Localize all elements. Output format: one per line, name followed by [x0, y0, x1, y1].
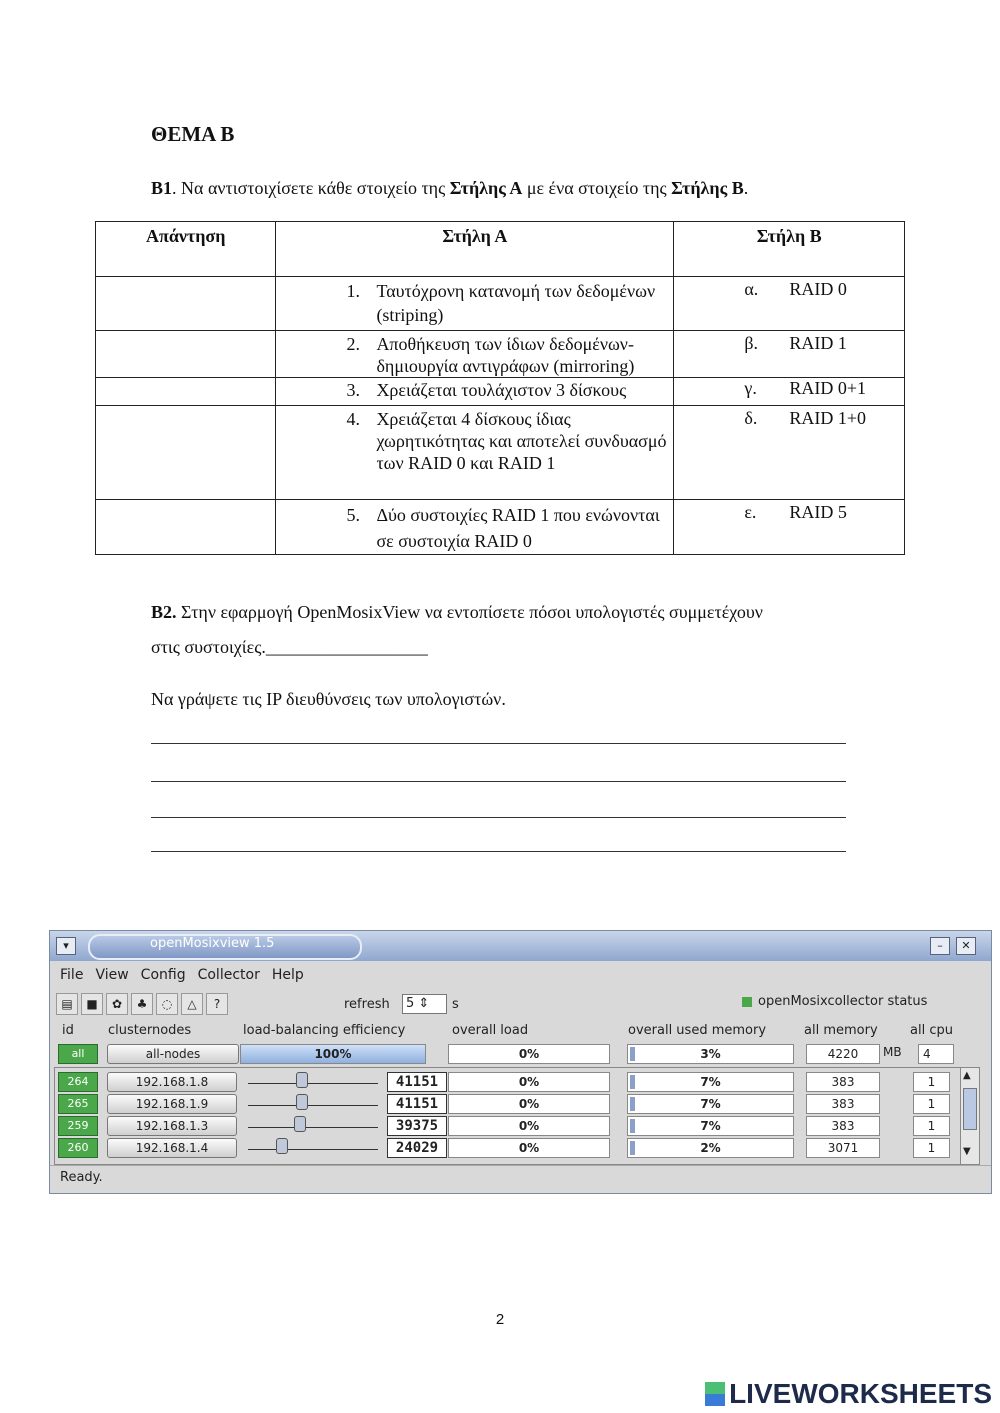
collector-status: openMosixcollector status — [758, 994, 928, 1009]
item-a-text: Δύο συστοιχίες RAID 1 που ενώνονται σε συστοιχία RAID 0 — [376, 505, 660, 551]
header-used-memory: overall used memory — [628, 1023, 767, 1038]
matching-table — [95, 221, 905, 555]
item-a-text: Αποθήκευση των ίδιων δεδομένων- δημιουργία αντιγράφων (mirroring) — [376, 334, 635, 376]
b1-text-3: . — [743, 178, 749, 198]
b2-label: Β2. — [151, 602, 177, 622]
header-all-cpu: all cpu — [910, 1023, 953, 1038]
section-title: ΘΕΜΑ Β — [151, 122, 235, 146]
table-row — [96, 331, 905, 378]
node-used-memory-value: 2% — [700, 1141, 721, 1155]
node-all-memory: 383 — [806, 1116, 880, 1136]
scroll-up-icon[interactable]: ▲ — [963, 1070, 971, 1081]
item-letter: δ. — [744, 408, 758, 428]
all-nodes-button[interactable]: all-nodes — [107, 1044, 239, 1064]
toolbar — [56, 993, 228, 1015]
page-number: 2 — [495, 1311, 505, 1328]
table-row — [96, 500, 905, 555]
b1-label: Β1 — [151, 178, 173, 198]
refresh-spinbox[interactable]: 5 ⇕ — [402, 994, 447, 1014]
item-letter: β. — [744, 333, 759, 353]
node-list-scrollbar[interactable] — [960, 1067, 980, 1165]
node-cpu: 1 — [913, 1094, 950, 1114]
liveworksheets-logo — [705, 1378, 992, 1410]
collector-status-led — [742, 997, 752, 1007]
speed-slider[interactable] — [248, 1138, 378, 1156]
menu-config[interactable]: Config — [140, 967, 186, 983]
window-title: openMosixview 1.5 — [150, 936, 275, 951]
slider-knob[interactable] — [294, 1116, 306, 1132]
speed-slider[interactable] — [248, 1072, 378, 1090]
node-all-memory: 3071 — [806, 1138, 880, 1158]
header-column-b: Στήλη Β — [674, 222, 905, 277]
item-number: 1. — [346, 281, 360, 301]
title-bar — [50, 931, 991, 961]
refresh-value: 5 — [406, 996, 415, 1011]
help-pointer-icon[interactable]: ? — [206, 993, 228, 1015]
minimize-icon[interactable]: – — [930, 937, 950, 955]
menu-file[interactable]: File — [60, 967, 84, 983]
node-id: 264 — [58, 1072, 98, 1092]
header-id: id — [62, 1023, 74, 1038]
b1-instruction — [151, 178, 748, 199]
b1-text-1: . Να αντιστοιχίσετε κάθε στοιχείο της — [172, 178, 450, 198]
node-ip-button[interactable]: 192.168.1.3 — [107, 1116, 237, 1136]
liveworksheets-badge-icon — [705, 1382, 725, 1406]
close-icon[interactable]: ✕ — [956, 937, 976, 955]
save-icon[interactable]: ■ — [81, 993, 103, 1015]
slider-knob[interactable] — [296, 1094, 308, 1110]
node-used-memory-value: 7% — [700, 1097, 721, 1111]
node-id: 260 — [58, 1138, 98, 1158]
menu-help[interactable]: Help — [271, 967, 304, 983]
node-used-memory-value: 7% — [700, 1075, 721, 1089]
answer-cell[interactable] — [96, 500, 276, 555]
answer-cell[interactable] — [96, 406, 276, 500]
table-row — [96, 277, 905, 331]
speed-value: 39375 — [387, 1116, 447, 1136]
header-overall-load: overall load — [452, 1023, 529, 1038]
node-id: 259 — [58, 1116, 98, 1136]
table-row — [96, 406, 905, 500]
penguin-icon[interactable]: △ — [181, 993, 203, 1015]
migration-icon[interactable]: ◌ — [156, 993, 178, 1015]
summary-all-memory: 4220 — [806, 1044, 880, 1064]
item-b-text: RAID 1 — [789, 333, 847, 353]
process-icon[interactable]: ♣ — [131, 993, 153, 1015]
logo-text: LIVEWORKSHEETS — [729, 1378, 992, 1409]
header-column-a: Στήλη Α — [276, 222, 674, 277]
menu-bar — [50, 967, 304, 987]
answer-line[interactable] — [151, 743, 846, 744]
status-text: Ready. — [60, 1170, 103, 1185]
memory-unit: MB — [883, 1045, 902, 1059]
scroll-down-icon[interactable]: ▼ — [963, 1146, 971, 1157]
ip-prompt: Να γράψετε τις IP διευθύνσεις των υπολογιστών. — [151, 689, 506, 709]
node-load: 0% — [448, 1072, 610, 1092]
answer-cell[interactable] — [96, 378, 276, 406]
header-answer: Απάντηση — [96, 222, 276, 277]
b2-question — [151, 602, 763, 623]
item-b-text: RAID 1+0 — [789, 408, 867, 428]
answer-line[interactable] — [151, 817, 846, 818]
node-load: 0% — [448, 1116, 610, 1136]
node-all-memory: 383 — [806, 1072, 880, 1092]
node-cpu: 1 — [913, 1072, 950, 1092]
answer-line[interactable] — [151, 851, 846, 852]
b2-answer-blank[interactable]: στις συστοιχίες.__________________ — [151, 637, 428, 657]
settings-icon[interactable]: ✿ — [106, 993, 128, 1015]
header-all-memory: all memory — [804, 1023, 878, 1038]
table-row — [96, 378, 905, 406]
speed-value: 41151 — [387, 1094, 447, 1114]
item-number: 4. — [346, 409, 360, 429]
answer-cell[interactable] — [96, 331, 276, 378]
speed-slider[interactable] — [248, 1094, 378, 1112]
header-efficiency: load-balancing efficiency — [243, 1023, 406, 1038]
node-used-memory — [627, 1094, 794, 1114]
summary-cpu: 4 — [918, 1044, 954, 1064]
node-cpu: 1 — [913, 1116, 950, 1136]
node-used-memory-value: 7% — [700, 1119, 721, 1133]
answer-cell[interactable] — [96, 277, 276, 331]
node-id: 265 — [58, 1094, 98, 1114]
menu-collector[interactable]: Collector — [197, 967, 260, 983]
item-b-text: RAID 0+1 — [789, 378, 867, 398]
window-menu-icon[interactable]: ▾ — [56, 937, 76, 955]
node-ip-button[interactable]: 192.168.1.9 — [107, 1094, 237, 1114]
memory-bar — [630, 1047, 635, 1061]
item-number: 2. — [346, 334, 360, 354]
item-a-text: Χρειάζεται 4 δίσκους ίδιας χωρητικότητας και αποτελεί συνδυασμό των RAID 0 και RAID 1 — [376, 409, 667, 473]
status-bar — [50, 1165, 991, 1192]
node-ip-button[interactable]: 192.168.1.4 — [107, 1138, 237, 1158]
header-clusternodes: clusternodes — [108, 1023, 192, 1038]
item-a-text: Χρειάζεται τουλάχιστον 3 δίσκους — [376, 380, 627, 400]
node-load: 0% — [448, 1138, 610, 1158]
slider-knob[interactable] — [276, 1138, 288, 1154]
item-a-text: Ταυτόχρονη κατανομή των δεδομένων (striping) — [376, 281, 656, 325]
summary-load: 0% — [448, 1044, 610, 1064]
scroll-thumb[interactable] — [963, 1088, 977, 1130]
summary-used-memory — [627, 1044, 794, 1064]
speed-value: 41151 — [387, 1072, 447, 1092]
refresh-label: refresh — [344, 997, 390, 1012]
item-b-text: RAID 0 — [789, 279, 847, 299]
item-letter: γ. — [744, 378, 757, 398]
node-load: 0% — [448, 1094, 610, 1114]
item-letter: ε. — [744, 502, 757, 522]
node-used-memory — [627, 1072, 794, 1092]
efficiency-bar: 100% — [240, 1044, 426, 1064]
item-number: 3. — [346, 380, 360, 400]
node-ip-button[interactable]: 192.168.1.8 — [107, 1072, 237, 1092]
summary-used-memory-value: 3% — [700, 1047, 721, 1061]
node-used-memory — [627, 1138, 794, 1158]
node-all-memory: 383 — [806, 1094, 880, 1114]
speed-value: 24029 — [387, 1138, 447, 1158]
b1-strong-2: Στήλης Β — [671, 178, 744, 198]
item-number: 5. — [346, 505, 360, 525]
item-b-text: RAID 5 — [789, 502, 847, 522]
item-letter: α. — [744, 279, 759, 299]
b1-text-2: με ένα στοιχείο της — [522, 178, 672, 198]
slider-knob[interactable] — [296, 1072, 308, 1088]
answer-line[interactable] — [151, 781, 846, 782]
node-cpu: 1 — [913, 1138, 950, 1158]
speed-slider[interactable] — [248, 1116, 378, 1134]
node-used-memory — [627, 1116, 794, 1136]
open-folder-icon[interactable]: ▤ — [56, 993, 78, 1015]
refresh-unit: s — [452, 997, 459, 1012]
openmosixview-window — [49, 930, 992, 1194]
b1-strong-1: Στήλης Α — [449, 178, 523, 198]
menu-view[interactable]: View — [95, 967, 129, 983]
summary-id: all — [58, 1044, 98, 1064]
b2-line1-text: Στην εφαρμογή OpenMosixView να εντοπίσετε πόσοι υπολογιστές συμμετέχουν — [176, 602, 763, 622]
